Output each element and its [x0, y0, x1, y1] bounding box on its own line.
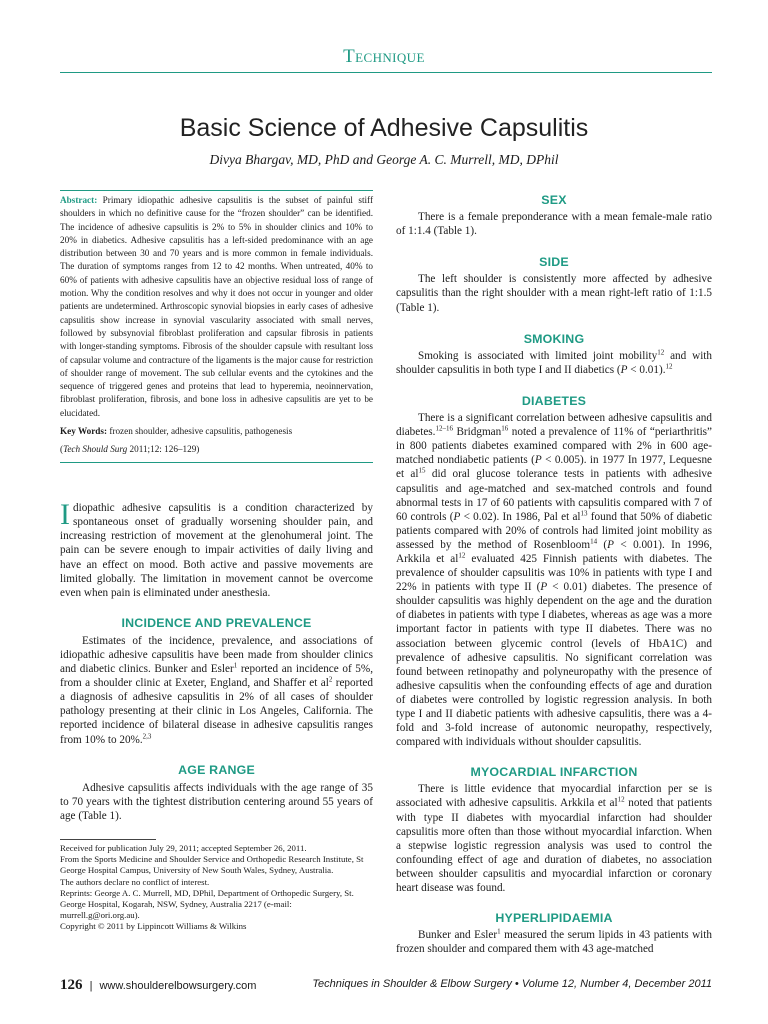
myocardial-text-1: There is little evidence that myocardial infarction per se is associated with adhesive capsulitis. Arkkila et al — [396, 783, 712, 810]
ref-16: 16 — [501, 424, 509, 433]
myocardial-text-2: noted that patients with type II diabetes with myocardial infarction had shoulder capsulitis more often than those without myocardial infarction. When a stepwise logistic regression analysis was used to control the confounding effect of age and duration of diabetes, no association between shoulder capsulitis and myocardial infarction or coronary heart disease was found. — [396, 797, 713, 895]
footnotes — [60, 843, 373, 933]
heading-smoking: SMOKING — [523, 331, 585, 346]
p-symbol: P — [620, 363, 628, 376]
diabetes-text-10: evaluated 425 Finnish patients with diabetes. The prevalence of shoulder capsulitis was 10% in patients with type I and 22% in patients with type II ( — [396, 552, 712, 594]
diabetes-text-2: Bridgman — [452, 426, 502, 439]
footnote-rule — [60, 839, 156, 840]
incidence-text-3: reported a diagnosis of adhesive capsulitis in 2% of all cases of shoulder pathology presenting at their clinic in Los Angeles, California. The reported incidence of bilateral disease in adhesive capsulitis ranges from 10% to 20%. — [60, 677, 373, 746]
citation-rest: 2011;12: 126–129) — [127, 444, 200, 455]
smoking-text-2: and with shoulder capsulitis in both type I and II diabetics ( — [396, 349, 713, 376]
p-symbol: P — [540, 581, 548, 594]
hyperlipidaemia-text-1: Bunker and Esler — [418, 929, 498, 942]
keywords-text: frozen shoulder, adhesive capsulitis, pathogenesis — [109, 426, 293, 437]
myocardial-paragraph — [396, 782, 712, 895]
section-label: Technique — [343, 46, 425, 67]
footnote-affiliation: From the Sports Medicine and Shoulder Service and Orthopedic Research Institute, St George Hospital Campus, University of New South Wales, Sydney, Australia. — [60, 854, 364, 876]
abstract-text: Primary idiopathic adhesive capsulitis is the subset of painful stiff shoulders in which no definitive cause for the “frozen shoulder” can be identified. The incidence of adhesive capsulitis is 2% to 5% in shoulder clinics and 10% to 20% in diabetics. Adhesive capsulitis has a left-sided predominance with an age distribution between 30 and 70 years and is more common in female individuals. The duration of symptoms ranges from 12 to 42 months. When untreated, 40% to 60% of patients with adhesive capsulitis have an objective residual loss of range of motion. Why the condition resolves and why it does not occur in younger and older patients are undetermined. Arthroscopic synovial biopsies in early cases of adhesive capsulitis show increase in synovial vascularity associated with small nerves, followed by subsynovial fibroblast proliferation and capsular fibrosis in patients with longer-standing symptoms. Fibrosis of the shoulder capsule with resultant loss of capsular volume and contracture of the ligaments is the major cause for restriction of shoulder range of movement. The sub cellular events and the cytokines and the sequence of triggered genes and proteins that lead to hyperemia, neoinnervation, fibroblast proliferation, fibrosis, and bone loss in adhesive capsulitis are yet to be elucidated. — [60, 195, 374, 418]
heading-myocardial-infarction: MYOCARDIAL INFARCTION — [470, 765, 638, 780]
footnote-conflict: The authors declare no conflict of interest. — [60, 876, 210, 887]
section-divider — [60, 72, 712, 73]
smoking-paragraph — [396, 349, 712, 377]
abstract-label: Abstract: — [60, 195, 98, 205]
diabetes-text-3: noted a prevalence of 11% of “periarthritis” in 800 patients diabetes examined compared with 2% in 600 age-matched nondiabetic patients ( — [396, 426, 712, 467]
smoking-text-3: < 0.01). — [627, 363, 666, 376]
abstract-bottom-rule — [60, 462, 373, 463]
diabetes-text-8: ( — [597, 538, 608, 551]
ref-1b: 1 — [497, 927, 501, 936]
ref-12-16: 12–16 — [435, 424, 453, 433]
ref-13: 13 — [580, 508, 588, 517]
side-paragraph: The left shoulder is consistently more affected by adhesive capsulitis than the right shoulder with a mean right-left ratio of 1:1.5 (Table 1). — [396, 273, 712, 314]
footnote-reprints: Reprints: George A. C. Murrell, MD, DPhil, Department of Orthopedic Surgery, St. George Hospital, Kogarah, NSW, Sydney, Australia 2217 (e-mail: murrell.g@ori.org.au). — [60, 887, 354, 921]
diabetes-text-7: found that 50% of diabetic patients compared with 20% of controls had limited joint mobility as assessed by the method of Rosenbloom — [396, 510, 712, 551]
article-title: Basic Science of Adhesive Capsulitis — [179, 114, 589, 142]
incidence-text-1: Estimates of the incidence, prevalence, and associations of idiopathic adhesive capsulitis have been made from shoulder clinics and diabetic clinics. Bunker and Esler — [60, 634, 373, 676]
article-authors: Divya Bhargav, MD, PhD and George A. C. Murrell, MD, DPhil — [209, 152, 559, 167]
footnote-received: Received for publication July 29, 2011; accepted September 26, 2011. — [60, 843, 307, 854]
left-column — [60, 190, 373, 933]
ref-15: 15 — [418, 466, 426, 475]
diabetes-text-11: < 0.01) diabetes. The presence of shoulder capsulitis was highly dependent on the age and the duration of diabetes in patients with type I diabetes, whereas as age was a more important factor in patients with type II diabetes. There was no association between glycemic control (levels of HbA1C) and prevalence of adhesive capsulitis. No significant correlation was found between retinopathy and polyneuropathy with the presence of adhesive capsulitis when the confounding effects of age and duration of diabetes were controlled by logistic regression analysis. In both type I and II diabetic patients with adhesive capsulitis, there was a 4-fold and 3-fold increase of autonomic neuropathy, respectively, compared with individuals without shoulder capsulitis. — [396, 581, 712, 749]
footer-separator: | — [89, 980, 93, 992]
heading-hyperlipidaemia: HYPERLIPIDAEMIA — [495, 911, 613, 926]
keywords-label: Key Words: — [60, 426, 108, 437]
p-symbol: P — [534, 454, 542, 467]
diabetes-text-9: < 0.001). In 1996, Arkkila et al — [396, 538, 712, 565]
page-footer — [60, 977, 712, 994]
incidence-text-2: reported an incidence of 5%, from a shoulder clinic at Exeter, England, and Shaffer et al — [60, 663, 373, 690]
diabetes-text-6: < 0.02). In 1986, Pal et al — [460, 510, 581, 523]
hyperlipidaemia-text-2: measured the serum lipids in 43 patients with frozen shoulder and compared them with 43 age-matched — [396, 929, 712, 956]
diabetes-text-4: < 0.005). in 1977 In 1977, Lequesne et al — [396, 454, 713, 481]
drop-cap: I — [60, 498, 70, 532]
p-symbol: P — [607, 538, 615, 551]
ref-2: 2 — [328, 675, 333, 684]
ref-12b: 12 — [665, 362, 673, 371]
sex-paragraph: There is a female preponderance with a mean female-male ratio of 1:1.4 (Table 1). — [396, 211, 712, 238]
keywords — [60, 425, 373, 438]
abstract — [60, 191, 373, 420]
heading-side: SIDE — [539, 255, 569, 270]
ref-12a: 12 — [657, 348, 665, 357]
ref-14: 14 — [590, 537, 598, 546]
intro-text: diopathic adhesive capsulitis is a condition characterized by spontaneous onset of gradually worsening shoulder pain, and increasing restriction of movement at the glenohumeral joint. The pain can be severe enough to impair activities of daily living and have an effect on mood. Both active and passive movements are limited globally. The limitation in movement cannot be overcome even when pain is eliminated under anesthesia. — [60, 502, 373, 599]
ref-3: 2,3 — [142, 731, 152, 740]
heading-age-range: AGE RANGE — [178, 762, 255, 777]
diabetes-paragraph — [396, 411, 712, 749]
incidence-paragraph — [60, 634, 373, 747]
footer-website-link[interactable]: www.shoulderelbowsurgery.com — [99, 980, 257, 992]
ref-12d: 12 — [617, 795, 625, 804]
p-symbol: P — [453, 510, 461, 523]
smoking-text-1: Smoking is associated with limited joint mobility — [418, 349, 658, 362]
right-column — [396, 190, 712, 956]
heading-incidence: INCIDENCE AND PREVALENCE — [121, 615, 312, 630]
page-number: 126 — [60, 977, 83, 993]
diabetes-text-5: did oral glucose tolerance tests in patients with adhesive capsulitis and age-matched and sex-matched controls and found abnormal tests in 17 of 60 patients with capsulitis compared with 7 of 60 controls ( — [396, 468, 712, 523]
heading-sex: SEX — [541, 193, 567, 207]
ref-1: 1 — [233, 661, 238, 670]
citation: (Tech Should Surg 2011;12: 126–129) — [60, 444, 200, 455]
heading-diabetes: DIABETES — [521, 393, 587, 408]
citation-journal: Tech Should Surg — [63, 444, 128, 455]
hyperlipidaemia-paragraph — [396, 928, 712, 956]
diabetes-text-1: There is a significant correlation between adhesive capsulitis and diabetes. — [396, 412, 712, 439]
ref-12c: 12 — [458, 551, 466, 560]
age-paragraph: Adhesive capsulitis affects individuals with the age range of 35 to 70 years with the tightest distribution centering around 55 years of age (Table 1). — [60, 781, 373, 822]
intro-paragraph — [60, 498, 373, 600]
footnote-copyright: Copyright © 2011 by Lippincott Williams & Wilkins — [60, 921, 247, 932]
footer-journal: Techniques in Shoulder & Elbow Surgery • Volume 12, Number 4, December 2011 — [312, 978, 712, 990]
